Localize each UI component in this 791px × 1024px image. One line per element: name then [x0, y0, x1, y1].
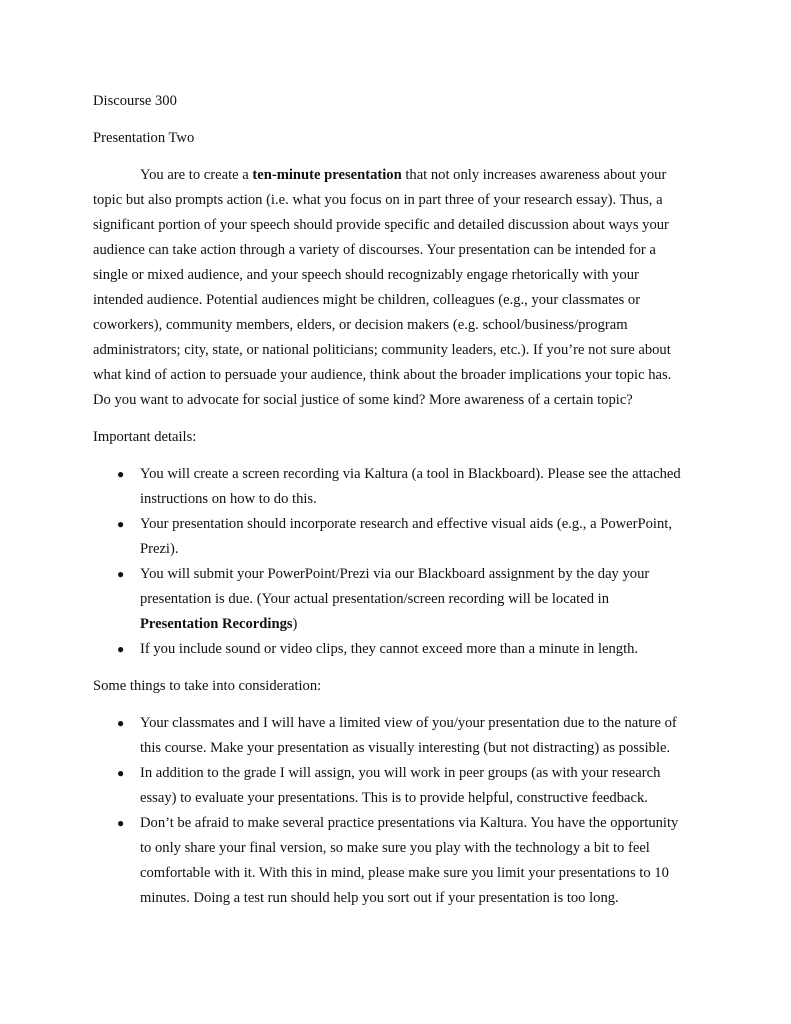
list-item-line: Your presentation should incorporate research and effective visual aids (e.g., a PowerPoint,	[140, 516, 672, 532]
intro-lead: You are to create a	[140, 167, 253, 183]
list-item-line: this course. Make your presentation as visually interesting (but not distracting) as possible.	[140, 740, 671, 756]
list-item	[93, 761, 703, 811]
list-item-line: essay) to evaluate your presentations. This is to provide helpful, constructive feedback.	[140, 790, 648, 806]
intro-paragraph	[93, 163, 703, 413]
list-item-line: comfortable with it. With this in mind, please make sure you limit your presentations to 10	[140, 865, 669, 881]
important-heading: Important details:	[93, 429, 197, 445]
bullet-icon: ●	[117, 766, 125, 780]
list-item	[93, 512, 703, 562]
intro-line: Do you want to advocate for social justice of some kind? More awareness of a certain topic?	[93, 392, 633, 408]
list-item	[93, 711, 703, 761]
important-list	[93, 462, 703, 662]
bullet-icon: ●	[117, 567, 125, 581]
intro-line: single or mixed audience, and your speech should recognizably engage rhetorically with your	[93, 267, 639, 283]
list-item-line: minutes. Doing a test run should help you sort out if your presentation is too long.	[140, 890, 619, 906]
bullet-icon: ●	[117, 716, 125, 730]
intro-bold-phrase: ten-minute presentation	[252, 167, 402, 183]
course-title: Discourse 300	[93, 93, 177, 109]
intro-line: that not only increases awareness about your	[401, 167, 667, 183]
intro-line: coworkers), community members, elders, or decision makers (e.g. school/business/program	[93, 317, 628, 333]
considerations-list	[93, 711, 703, 911]
list-item-line: Prezi).	[140, 541, 179, 557]
considerations-heading: Some things to take into consideration:	[93, 678, 322, 694]
intro-line: topic but also prompts action (i.e. what you focus on in part three of your research essay). Thus, a	[93, 192, 663, 208]
list-item	[93, 811, 703, 911]
list-item-line: You will create a screen recording via Kaltura (a tool in Blackboard). Please see the attached	[140, 466, 681, 482]
intro-line: what kind of action to persuade your audience, think about the broader implications your topic has.	[93, 367, 672, 383]
intro-line: intended audience. Potential audiences might be children, colleagues (e.g., your classmates or	[93, 292, 641, 308]
assignment-title: Presentation Two	[93, 130, 195, 146]
bullet-icon: ●	[117, 467, 125, 481]
list-item-line: instructions on how to do this.	[140, 491, 317, 507]
bullet-icon: ●	[117, 816, 125, 830]
intro-line: significant portion of your speech should provide specific and detailed discussion about ways your	[93, 217, 669, 233]
list-item-line: Don’t be afraid to make several practice presentations via Kaltura. You have the opportunity	[140, 815, 679, 831]
list-item-line: In addition to the grade I will assign, you will work in peer groups (as with your research	[140, 765, 661, 781]
bullet-icon: ●	[117, 642, 125, 656]
list-item-line: presentation is due. (Your actual presentation/screen recording will be located in	[140, 591, 610, 607]
list-item-line: If you include sound or video clips, they cannot exceed more than a minute in length.	[140, 641, 639, 657]
document-page	[93, 89, 703, 923]
bullet-icon: ●	[117, 517, 125, 531]
closing-paren: )	[292, 616, 298, 632]
recordings-location: Presentation Recordings	[140, 616, 293, 632]
intro-line: administrators; city, state, or national politicians; community leaders, etc.). If you’re not sure about	[93, 342, 671, 358]
list-item	[93, 462, 703, 512]
list-item-line: You will submit your PowerPoint/Prezi via our Blackboard assignment by the day your	[140, 566, 650, 582]
list-item	[93, 637, 703, 662]
intro-line: audience can take action through a variety of discourses. Your presentation can be intended for a	[93, 242, 656, 258]
list-item	[93, 562, 703, 637]
list-item-line: Your classmates and I will have a limited view of you/your presentation due to the nature of	[140, 715, 677, 731]
list-item-line: to only share your final version, so make sure you play with the technology a bit to feel	[140, 840, 650, 856]
list-item-line	[140, 612, 703, 637]
